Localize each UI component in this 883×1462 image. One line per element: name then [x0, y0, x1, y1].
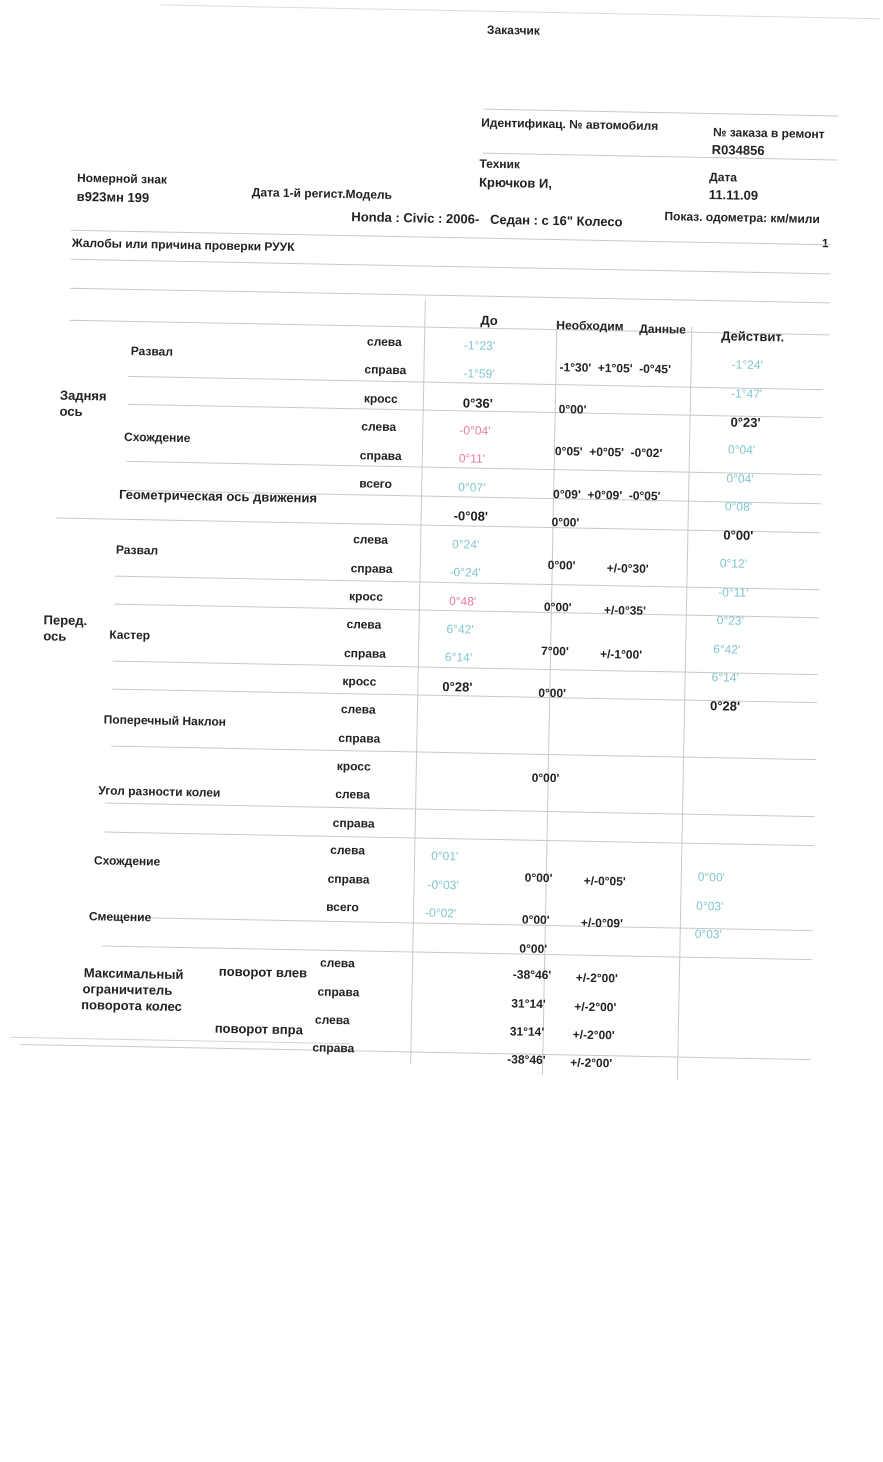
front-toe-left-label: слева — [330, 842, 366, 858]
front-camber-actual-right: -0°11' — [718, 585, 749, 600]
front-camber-before-left: 0°24' — [451, 537, 480, 552]
front-camber-required-cross-base: 0°00' — [543, 599, 572, 615]
rear-camber-right-label: справа — [364, 362, 407, 378]
tech-label: Техник — [479, 156, 521, 172]
plate-value: в923мн 199 — [76, 188, 150, 206]
rear-toe-label: Схождение — [123, 429, 191, 446]
caster-right-label: справа — [343, 646, 386, 661]
col-actual-header: Действит. — [721, 328, 785, 345]
table-line — [69, 320, 829, 336]
front-camber-required-cross-tol: +/-0°35' — [603, 603, 647, 618]
column-divider — [410, 300, 426, 1065]
front-toe-before-right: -0°03' — [427, 877, 459, 893]
turn-left-right-label: справа — [317, 984, 360, 1000]
turn-left-left-base: -38°46' — [512, 967, 552, 983]
sai-left-label: слева — [340, 702, 376, 717]
front-toe-actual-left: 0°00' — [697, 869, 726, 885]
sai-cross-label: кросс — [336, 758, 371, 774]
order-label: № заказа в ремонт — [712, 125, 825, 142]
max-steer-label-line-1: Максимальный — [83, 965, 184, 983]
turn-right-right-label: справа — [312, 1040, 355, 1056]
front-toe-actual-right: 0°03' — [696, 898, 724, 914]
rear-camber-before-right: -1°59' — [463, 366, 495, 381]
front-camber-cross-label: кросс — [348, 589, 384, 604]
front-toe-right-label: справа — [327, 871, 370, 887]
col-data-header: Данные — [639, 321, 687, 337]
rear-camber-cross-label: кросс — [363, 391, 398, 407]
odometer-label: Показ. одометра: км/мили — [664, 209, 821, 227]
vin-label: Идентификац. № автомобиля — [481, 115, 659, 134]
thrust-angle-label: Геометрическая ось движения — [118, 486, 318, 506]
complaints-label: Жалобы или причина проверки РУУК — [71, 235, 295, 255]
rear-camber-required-cross: 0°00' — [558, 402, 587, 417]
plate-label: Номерной знак — [76, 170, 168, 187]
table-line — [111, 746, 816, 761]
header-line — [483, 153, 838, 161]
rear-toe-total-label: всего — [359, 476, 393, 491]
turn-right-left-base: 31°14' — [509, 1024, 545, 1039]
table-line — [105, 803, 815, 818]
front-toe-actual-total: 0°03' — [694, 926, 722, 942]
thrust-required: 0°00' — [551, 515, 580, 530]
rear-camber-before-cross: 0°36' — [462, 395, 493, 411]
turn-right-left-tol: +/-2°00' — [572, 1027, 615, 1043]
toe-out-left-label: слева — [335, 786, 371, 802]
caster-required-cross: 0°00' — [538, 685, 567, 701]
table-line — [105, 832, 815, 847]
col-before-header: До — [480, 312, 498, 328]
front-toe-label: Схождение — [93, 853, 161, 869]
caster-actual-cross: 0°28' — [709, 698, 741, 714]
caster-before-right: 6°14' — [444, 650, 473, 665]
rear-camber-actual-right: -1°47' — [730, 386, 763, 402]
turn-left-left-label: слева — [319, 955, 355, 971]
registration-model-label: Дата 1-й регист.Модель — [251, 185, 393, 202]
front-toe-before-total: -0°02' — [424, 905, 457, 921]
caster-label: Кастер — [109, 627, 151, 643]
front-camber-right-label: справа — [350, 561, 393, 576]
front-camber-before-right: -0°24' — [449, 565, 481, 580]
rear-toe-actual-right: 0°04' — [726, 471, 754, 486]
front-camber-label: Развал — [115, 542, 159, 558]
caster-actual-right: 6°14' — [711, 670, 739, 685]
column-divider — [677, 327, 692, 1080]
turn-left-right-base: 31°14' — [511, 996, 546, 1012]
toe-out-right-label: справа — [332, 815, 375, 831]
front-toe-before-left: 0°01' — [431, 848, 459, 864]
col-required-header: Необходим — [556, 318, 624, 334]
customer-label: Заказчик — [486, 22, 541, 38]
setback-required: 0°00' — [519, 941, 548, 957]
turn-left-label: поворот влев — [218, 963, 308, 981]
odometer-value: 1 — [821, 236, 829, 251]
caster-actual-left: 6°42' — [713, 642, 741, 657]
thrust-actual: 0°00' — [723, 527, 754, 543]
rear-camber-before-left: -1°23' — [463, 338, 496, 353]
bottom-line — [11, 1037, 351, 1045]
front-toe-required-total-base: 0°00' — [521, 912, 550, 928]
turn-right-right-tol: +/-2°00' — [570, 1055, 613, 1071]
rear-camber-label: Развал — [130, 343, 174, 359]
header-line — [70, 288, 830, 304]
front-toe-required-total-tol: +/-0°09' — [580, 915, 624, 931]
toe-out-label: Угол разности колеи — [98, 783, 221, 800]
rear-toe-required-total: 0°09' +0°09' -0°05' — [552, 487, 661, 504]
thrust-before: -0°08' — [453, 508, 489, 524]
front-camber-left-label: слева — [353, 532, 389, 547]
front-camber-required-tol: +/-0°30' — [606, 561, 649, 576]
front-camber-before-cross: 0°48' — [448, 594, 477, 609]
rear-camber-required: -1°30' +1°05' -0°45' — [559, 360, 672, 377]
sai-right-label: справа — [338, 730, 381, 746]
front-toe-required-tol: +/-0°05' — [583, 873, 626, 889]
table-line — [20, 1044, 810, 1060]
turn-right-left-label: слева — [314, 1012, 350, 1028]
date-value: 11.11.09 — [708, 187, 759, 203]
top-edge-line — [160, 4, 880, 19]
front-axle-label: Перед. ось — [43, 612, 88, 644]
caster-before-left: 6°42' — [446, 622, 474, 637]
rear-toe-actual-total: 0°08' — [724, 499, 753, 514]
setback-label: Смещение — [88, 909, 152, 925]
front-camber-actual-cross: 0°23' — [716, 613, 744, 628]
front-camber-actual-left: 0°12' — [719, 556, 748, 571]
rear-toe-right-label: справа — [359, 448, 402, 464]
rear-axle-label: Задняя ось — [59, 387, 107, 420]
max-steer-label-line-3: поворота колес — [81, 997, 183, 1015]
turn-left-left-tol: +/-2°00' — [575, 970, 618, 986]
table-line — [102, 945, 812, 960]
sai-required-cross: 0°00' — [531, 770, 560, 786]
max-steer-label-line-2: ограничитель — [82, 981, 173, 998]
caster-required-base: 7°00' — [540, 643, 569, 659]
caster-before-cross: 0°28' — [442, 678, 473, 695]
date-label: Дата — [709, 170, 738, 185]
rear-camber-actual-cross: 0°23' — [730, 414, 761, 431]
front-toe-required-base: 0°00' — [524, 870, 553, 886]
front-camber-required-base: 0°00' — [547, 557, 576, 573]
rear-toe-before-total: 0°07' — [458, 480, 486, 495]
turn-right-right-base: -38°46' — [507, 1052, 546, 1068]
turn-right-label: поворот впра — [214, 1020, 304, 1038]
rear-toe-actual-left: 0°04' — [727, 442, 756, 457]
header-line — [71, 259, 831, 275]
turn-left-right-tol: +/-2°00' — [574, 999, 617, 1015]
caster-cross-label: кросс — [342, 674, 377, 689]
header-line — [483, 109, 838, 117]
order-value: R034856 — [711, 142, 765, 159]
table-line — [56, 518, 821, 534]
front-toe-total-label: всего — [326, 899, 359, 915]
rear-toe-before-left: -0°04' — [459, 423, 491, 438]
tech-value: Крючков И, — [478, 174, 553, 191]
rear-toe-left-label: слева — [361, 419, 397, 435]
sai-label: Поперечный Наклон — [103, 712, 227, 729]
rear-toe-before-right: 0°11' — [458, 451, 486, 466]
caster-required-tol: +/-1°00' — [599, 646, 643, 662]
rear-camber-left-label: слева — [366, 334, 402, 350]
rear-toe-required: 0°05' +0°05' -0°02' — [554, 444, 663, 461]
rear-camber-actual-left: -1°24' — [731, 357, 763, 373]
caster-left-label: слева — [346, 617, 382, 632]
model-value: Honda : Civic : 2006- Седан : с 16" Колесо — [351, 209, 623, 230]
